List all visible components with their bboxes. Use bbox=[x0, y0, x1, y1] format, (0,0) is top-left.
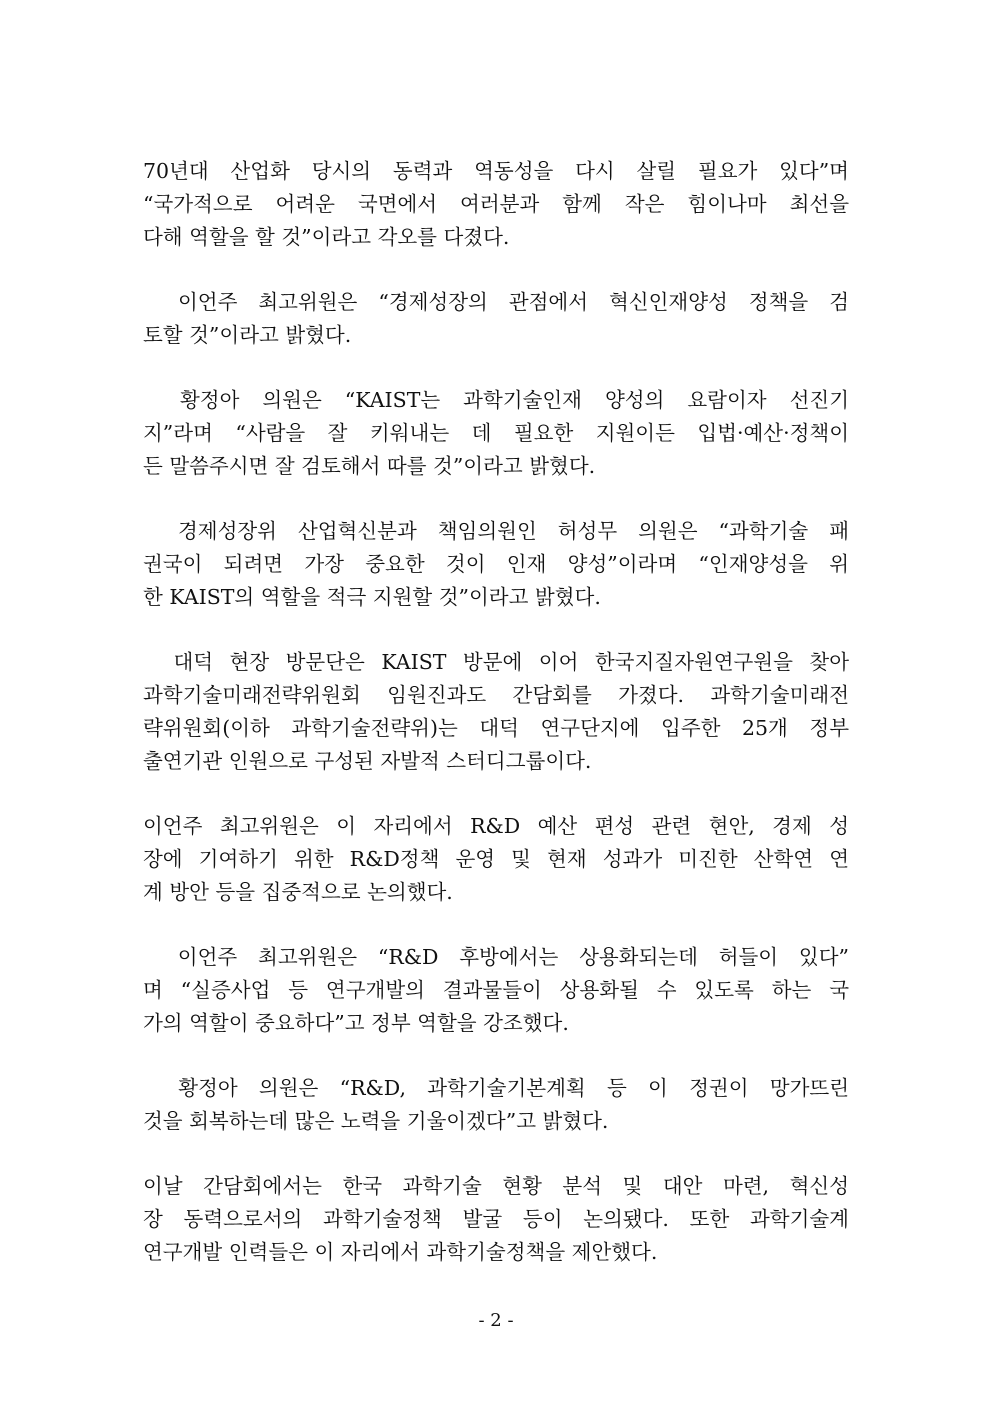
text-line: 며 “실증사업 등 연구개발의 결과물들이 상용화될 수 있도록 하는 국 bbox=[143, 978, 849, 1002]
text-line: 지”라며 “사람을 잘 키워내는 데 필요한 지원이든 입법·예산·정책이 bbox=[143, 421, 849, 445]
text-line: 든 말씀주시면 잘 검토해서 따를 것”이라고 밝혔다. bbox=[143, 454, 596, 478]
text-line: 다해 역할을 할 것”이라고 각오를 다졌다. bbox=[143, 225, 510, 249]
text-line: 연구개발 인력들은 이 자리에서 과학기술정책을 제안했다. bbox=[143, 1240, 658, 1264]
text-line: 계 방안 등을 집중적으로 논의했다. bbox=[143, 880, 453, 904]
paragraph-5 bbox=[143, 646, 849, 778]
text-line: 이날 간담회에서는 한국 과학기술 현황 분석 및 대안 마련, 혁신성 bbox=[143, 1174, 849, 1198]
paragraph-1 bbox=[143, 155, 849, 254]
text-line: 이언주 최고위원은 “R&D 후방에서는 상용화되는데 허들이 있다” bbox=[143, 945, 849, 969]
text-line: 대덕 현장 방문단은 KAIST 방문에 이어 한국지질자원연구원을 찾아 bbox=[143, 650, 849, 674]
text-line: 략위원회(이하 과학기술전략위)는 대덕 연구단지에 입주한 25개 정부 bbox=[143, 716, 849, 740]
paragraph-4 bbox=[143, 515, 849, 614]
text-line: 출연기관 인원으로 구성된 자발적 스터디그룹이다. bbox=[143, 749, 592, 773]
text-line: 70년대 산업화 당시의 동력과 역동성을 다시 살릴 필요가 있다”며 bbox=[143, 159, 849, 183]
text-line: “국가적으로 어려운 국면에서 여러분과 함께 작은 힘이나마 최선을 bbox=[143, 192, 849, 216]
text-line: 가의 역할이 중요하다”고 정부 역할을 강조했다. bbox=[143, 1011, 569, 1035]
text-line: 한 KAIST의 역할을 적극 지원할 것”이라고 밝혔다. bbox=[143, 585, 601, 609]
page-number: - 2 - bbox=[478, 1310, 514, 1331]
text-line: 경제성장위 산업혁신분과 책임의원인 허성무 의원은 “과학기술 패 bbox=[143, 519, 849, 543]
text-line: 장에 기여하기 위한 R&D정책 운영 및 현재 성과가 미진한 산학연 연 bbox=[143, 847, 849, 871]
text-line: 황정아 의원은 “KAIST는 과학기술인재 양성의 요람이자 선진기 bbox=[143, 388, 849, 412]
paragraph-3 bbox=[143, 384, 849, 483]
text-line: 이언주 최고위원은 “경제성장의 관점에서 혁신인재양성 정책을 검 bbox=[143, 290, 849, 314]
paragraph-7 bbox=[143, 941, 849, 1040]
paragraph-8 bbox=[143, 1072, 849, 1138]
paragraph-6 bbox=[143, 810, 849, 909]
document-body bbox=[143, 155, 849, 1301]
paragraph-9 bbox=[143, 1170, 849, 1269]
text-line: 이언주 최고위원은 이 자리에서 R&D 예산 편성 관련 현안, 경제 성 bbox=[143, 814, 849, 838]
text-line: 과학기술미래전략위원회 임원진과도 간담회를 가졌다. 과학기술미래전 bbox=[143, 683, 849, 707]
paragraph-2 bbox=[143, 286, 849, 352]
text-line: 것을 회복하는데 많은 노력을 기울이겠다”고 밝혔다. bbox=[143, 1109, 609, 1133]
text-line: 황정아 의원은 “R&D, 과학기술기본계획 등 이 정권이 망가뜨린 bbox=[143, 1076, 849, 1100]
text-line: 토할 것”이라고 밝혔다. bbox=[143, 323, 352, 347]
text-line: 장 동력으로서의 과학기술정책 발굴 등이 논의됐다. 또한 과학기술계 bbox=[143, 1207, 849, 1231]
text-line: 권국이 되려면 가장 중요한 것이 인재 양성”이라며 “인재양성을 위 bbox=[143, 552, 849, 576]
